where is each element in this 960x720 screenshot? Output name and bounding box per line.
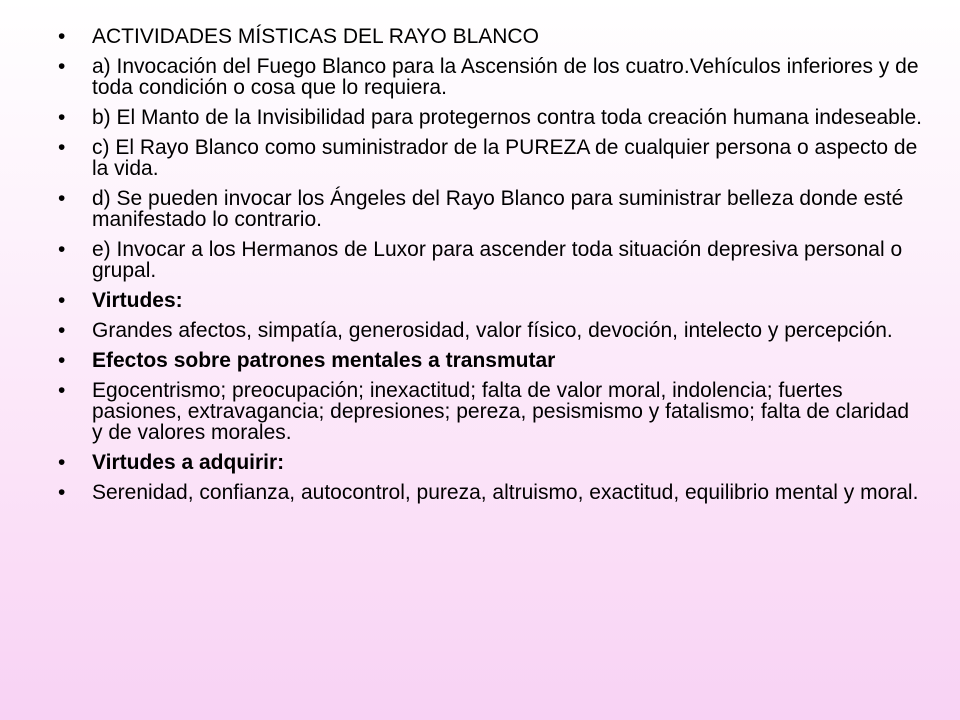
bullet-icon: • bbox=[58, 106, 66, 129]
bullet-item-e bbox=[55, 239, 922, 281]
bullet-icon: • bbox=[58, 238, 66, 261]
bullet-item-d bbox=[55, 188, 922, 230]
bullet-item-a bbox=[55, 56, 922, 98]
bullet-text: ACTIVIDADES MÍSTICAS DEL RAYO BLANCO bbox=[92, 25, 539, 48]
bullet-text: e) Invocar a los Hermanos de Luxor para ascender toda situación depresiva personal o grupal. bbox=[92, 238, 903, 282]
bullet-text: Virtudes a adquirir: bbox=[92, 451, 285, 474]
bullet-list bbox=[55, 25, 923, 504]
bullet-text: Egocentrismo; preocupación; inexactitud; falta de valor moral, indolencia; fuertes pasiones, extravagancia; depresiones; pereza, pesismismo y fatalismo; falta de claridad y de valores morales. bbox=[92, 379, 910, 444]
bullet-item-virtudes-heading bbox=[55, 290, 922, 311]
bullet-item-b bbox=[55, 107, 922, 128]
bullet-icon: • bbox=[58, 481, 66, 504]
bullet-item-adquirir bbox=[55, 482, 922, 503]
bullet-icon: • bbox=[58, 379, 66, 402]
bullet-item-efectos bbox=[55, 380, 922, 443]
bullet-item-efectos-heading bbox=[55, 350, 922, 371]
bullet-text: c) El Rayo Blanco como suministrador de la PUREZA de cualquier persona o aspecto de la vida. bbox=[92, 136, 918, 180]
bullet-text: Serenidad, confianza, autocontrol, pureza, altruismo, exactitud, equilibrio mental y moral. bbox=[92, 481, 919, 504]
bullet-text: Efectos sobre patrones mentales a transmutar bbox=[92, 349, 556, 372]
bullet-item-adquirir-heading bbox=[55, 452, 922, 473]
bullet-icon: • bbox=[58, 136, 66, 159]
bullet-text: a) Invocación del Fuego Blanco para la Ascensión de los cuatro.Vehículos inferiores y de toda condición o cosa que lo requiera. bbox=[92, 55, 919, 99]
bullet-text: b) El Manto de la Invisibilidad para protegernos contra toda creación humana indeseable. bbox=[92, 106, 923, 129]
bullet-item-virtudes bbox=[55, 320, 922, 341]
bullet-text: d) Se pueden invocar los Ángeles del Rayo Blanco para suministrar belleza donde esté manifestado lo contrario. bbox=[92, 187, 904, 231]
bullet-icon: • bbox=[58, 187, 66, 210]
bullet-icon: • bbox=[58, 349, 66, 372]
bullet-icon: • bbox=[58, 25, 66, 48]
bullet-text: Grandes afectos, simpatía, generosidad, valor físico, devoción, intelecto y percepción. bbox=[92, 319, 893, 342]
bullet-icon: • bbox=[58, 319, 66, 342]
bullet-item-c bbox=[55, 137, 922, 179]
bullet-text: Virtudes: bbox=[92, 289, 183, 312]
bullet-icon: • bbox=[58, 289, 66, 312]
bullet-item-title bbox=[55, 26, 922, 47]
bullet-icon: • bbox=[58, 55, 66, 78]
bullet-icon: • bbox=[58, 451, 66, 474]
